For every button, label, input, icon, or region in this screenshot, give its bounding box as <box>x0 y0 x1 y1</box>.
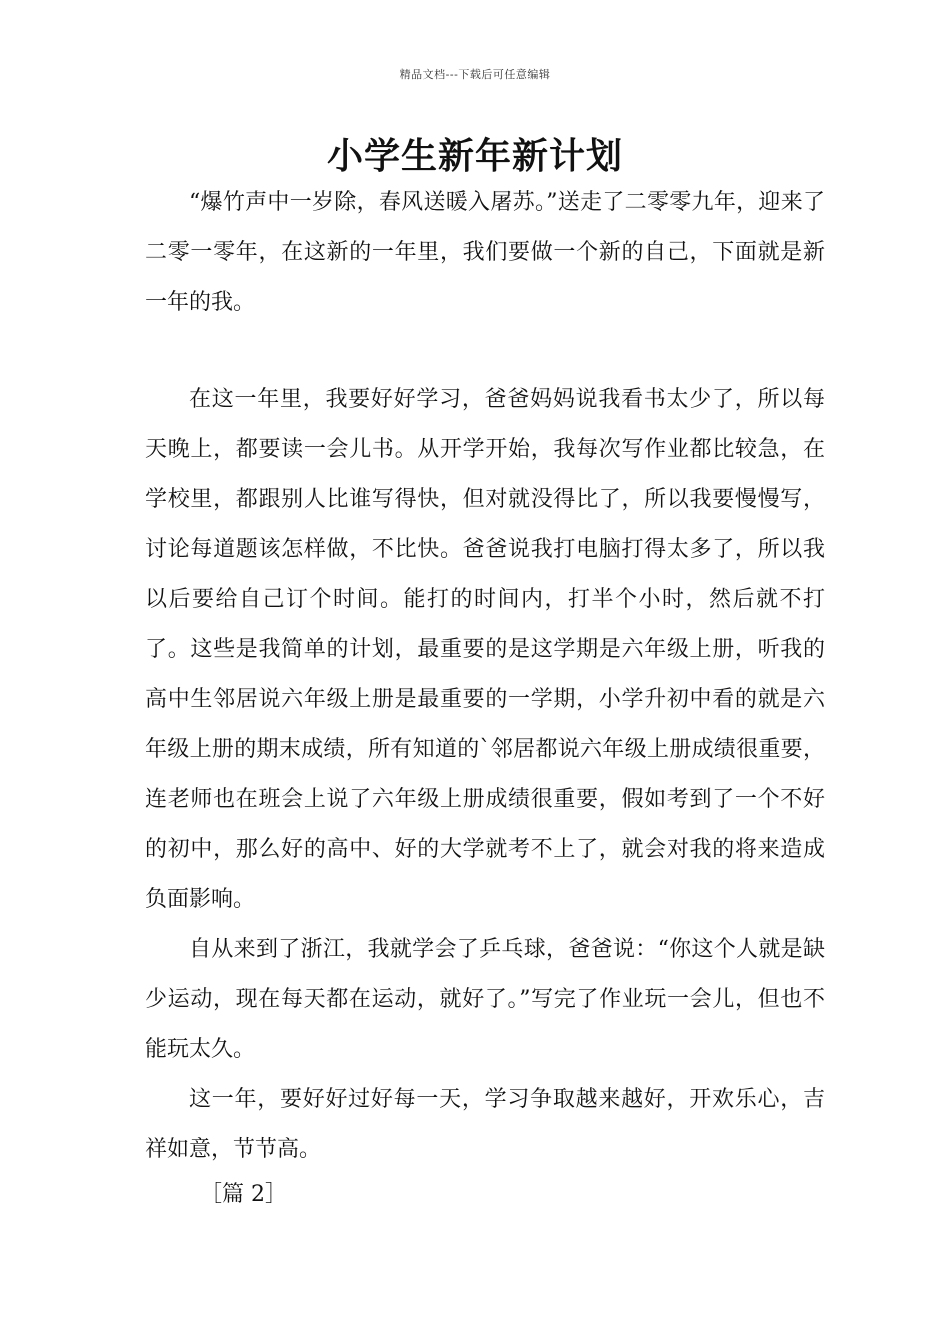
paragraph-sports: 自从来到了浙江，我就学会了乒乓球，爸爸说：“你这个人就是缺少运动，现在每天都在运动，就好了。”写完了作业玩一会儿，但也不能玩太久。 <box>145 937 825 1062</box>
main-block <box>145 375 825 1175</box>
section-label: ［篇 2］ <box>200 1182 287 1207</box>
paragraph-study-plan: 在这一年里，我要好好学习，爸爸妈妈说我看书太少了，所以每天晚上，都要读一会儿书。从开学开始，我每次写作业都比较急，在学校里，都跟别人比谁写得快，但对就没得比了，所以我要慢慢写，讨论每道题该怎样做，不比快。爸爸说我打电脑打得太多了，所以我以后要给自己订个时间。能打的时间内，打半个小时，然后就不打了。这些是我简单的计划，最重要的是这学期是六年级上册，听我的高中生邻居说六年级上册是最重要的一学期，小学升初中看的就是六年级上册的期末成绩，所有知道的`邻居都说六年级上册成绩很重要，连老师也在班会上说了六年级上册成绩很重要，假如考到了一个不好的初中，那么好的高中、好的大学就考不上了，就会对我的将来造成负面影响。 <box>145 387 825 912</box>
paragraph-wishes: 这一年，要好好过好每一天，学习争取越来越好，开欢乐心，吉祥如意，节节高。 <box>145 1087 825 1162</box>
header-note: 精品文档---下载后可任意编辑 <box>399 68 551 81</box>
document-title: 小学生新年新计划 <box>326 136 623 177</box>
paragraph-intro: “爆竹声中一岁除，春风送暖入屠苏。”送走了二零零九年，迎来了二零一零年，在这新的一年里，我们要做一个新的自己，下面就是新一年的我。 <box>145 190 825 315</box>
intro-block <box>145 178 825 328</box>
